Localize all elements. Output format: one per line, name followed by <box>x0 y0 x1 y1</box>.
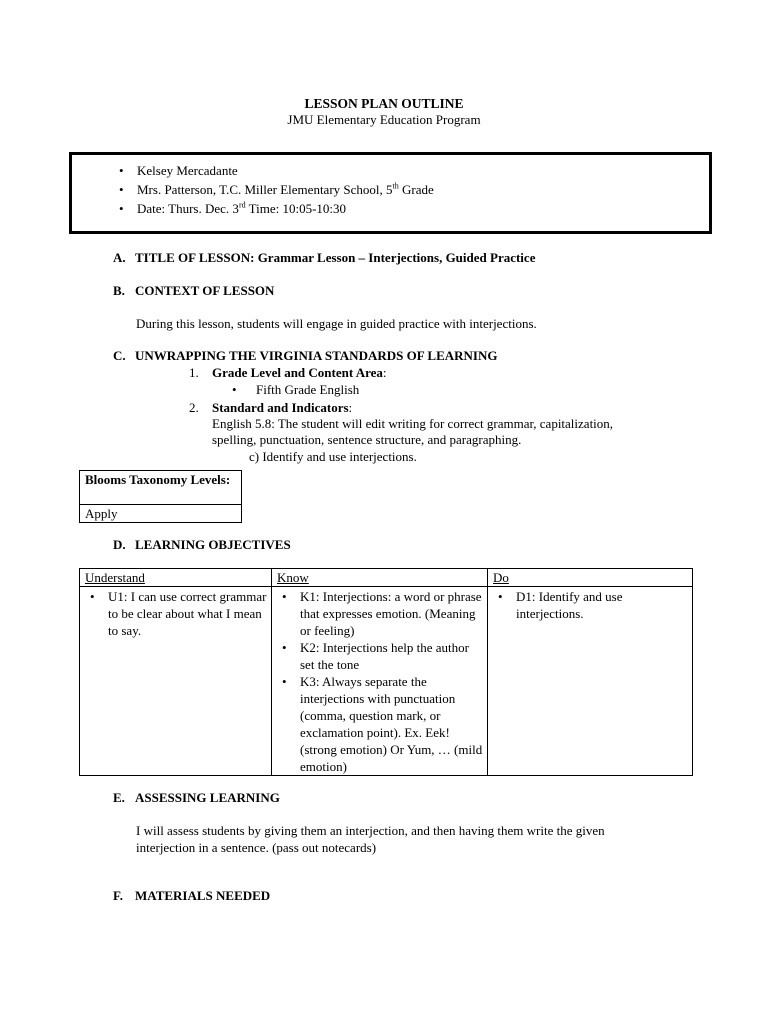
objective-d1: • D1: Identify and use interjections. <box>488 588 692 622</box>
objective-k3: • K3: Always separate the interjections with punctuation (comma, question mark, or exclamation point). Ex. Eek! (strong emotion) Or Yum, … (mild emotion) <box>272 673 487 775</box>
author-name: • Kelsey Mercadante <box>137 162 238 179</box>
section-f-heading: F. MATERIALS NEEDED <box>113 888 271 903</box>
objective-k1: • K1: Interjections: a word or phrase that expresses emotion. (Meaning or feeling) <box>272 588 487 639</box>
know-cell <box>272 587 488 776</box>
col-header-understand: Understand <box>80 569 272 587</box>
understand-cell <box>80 587 272 776</box>
teacher-info-box <box>69 152 712 234</box>
program-name: JMU Elementary Education Program <box>287 112 481 127</box>
objective-u1: • U1: I can use correct grammar to be clear about what I mean to say. <box>80 588 271 639</box>
section-a-title-of-lesson: A. TITLE OF LESSON: Grammar Lesson – Interjections, Guided Practice <box>113 250 536 265</box>
col-header-know: Know <box>272 569 488 587</box>
learning-objectives-table <box>79 568 693 776</box>
item-1-number: 1. <box>189 365 199 380</box>
context-text: During this lesson, students will engage in guided practice with interjections. <box>136 316 537 331</box>
section-e-heading: E. ASSESSING LEARNING <box>113 790 280 805</box>
assessment-line-1: I will assess students by giving them an interjection, and then having them write the given <box>136 823 605 838</box>
standard-line-2: spelling, punctuation, sentence structure, and paragraphing. <box>212 432 522 447</box>
blooms-taxonomy-box <box>79 470 242 523</box>
date-time-info: • Date: Thurs. Dec. 3rd Time: 10:05-10:30 <box>137 200 346 217</box>
do-cell <box>488 587 693 776</box>
grade-level-bullet: • Fifth Grade English <box>232 382 360 397</box>
section-d-heading: D. LEARNING OBJECTIVES <box>113 537 291 552</box>
grade-level-heading: Grade Level and Content Area: <box>212 365 387 380</box>
section-b-heading: B. CONTEXT OF LESSON <box>113 283 275 298</box>
school-info: • Mrs. Patterson, T.C. Miller Elementary School, 5th Grade <box>137 181 434 198</box>
col-header-do: Do <box>488 569 693 587</box>
indicator-c: c) Identify and use interjections. <box>249 449 417 464</box>
assessment-line-2: interjection in a sentence. (pass out notecards) <box>136 840 377 855</box>
item-2-number: 2. <box>189 400 199 415</box>
standards-heading: Standard and Indicators: <box>212 400 353 415</box>
section-c-heading: C. UNWRAPPING THE VIRGINIA STANDARDS OF LEARNING <box>113 348 498 363</box>
blooms-header: Blooms Taxonomy Levels: <box>85 472 231 487</box>
objective-k2: • K2: Interjections help the author set the tone <box>272 639 487 673</box>
standard-line-1: English 5.8: The student will edit writing for correct grammar, capitalization, <box>212 416 614 431</box>
blooms-value: Apply <box>85 506 118 521</box>
document-title: LESSON PLAN OUTLINE <box>304 96 464 111</box>
